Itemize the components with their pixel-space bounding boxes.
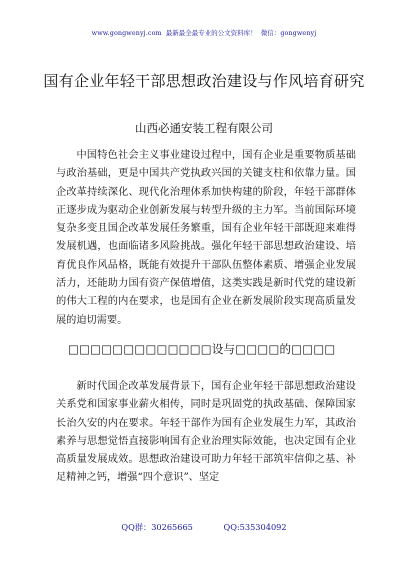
author-company: 山西必通安装工程有限公司 xyxy=(135,121,273,135)
paragraph-section-1 xyxy=(56,378,356,488)
site-link[interactable]: www.gongwenyj.com xyxy=(91,29,162,37)
document-title: 国有企业年轻干部思想政治建设与作风培育研究 xyxy=(43,72,365,90)
page-footer xyxy=(0,522,408,533)
paragraph-text: 新时代国企改革发展背景下，国有企业年轻干部思想政治建设关系党和国家事业薪火相传，同时是巩固党的执政基础、保障国家长治久安的内在要求。年轻干部作为国有企业发展生力军，其政治素养与思想觉悟直接影响国有企业治理实际效能，也决定国有企业高质量发展成效。思想政治建设可助力年轻干部筑牢信仰之基、补足精神之钙，增强“四个意识”、坚定 xyxy=(56,381,356,484)
section-heading-text: □□□□□□□□□□□□□设与□□□□的□□□□ xyxy=(68,342,336,356)
paragraph-text: 中国特色社会主义事业建设过程中，国有企业是重要物质基础与政治基础，更是中国共产党执政兴国的关键支柱和依靠力量。国企改革持续深化、现代化治理体系加快构建的阶段，年轻干部群体正逐步成为驱动企业创新发展与转型升级的主力军。当前国际环境复杂多变且国企改革发展任务繁重，国有企业年轻干部既迎来难得发展机遇，也面临诸多风险挑战。强化年轻干部思想政治建设、培育优良作风品格，既能有效提升干部队伍整体素质、增强企业发展活力，还能助力国有资产保值增值，这类实践是新时代党的建设新的伟大工程的内在要求，也是国有企业在新发展阶段实现高质量发展的迫切需要。 xyxy=(56,150,356,326)
qq-group: QQ群：30265665 xyxy=(121,522,193,532)
paragraph-intro xyxy=(56,147,356,330)
section-heading xyxy=(56,340,356,358)
site-slogan: 最新最全最专业的公文资料库！ xyxy=(165,29,257,37)
qq-number: QQ:535304092 xyxy=(223,522,287,532)
page-header xyxy=(0,28,408,37)
wechat-id: 微信：gongwenyj xyxy=(260,29,317,37)
